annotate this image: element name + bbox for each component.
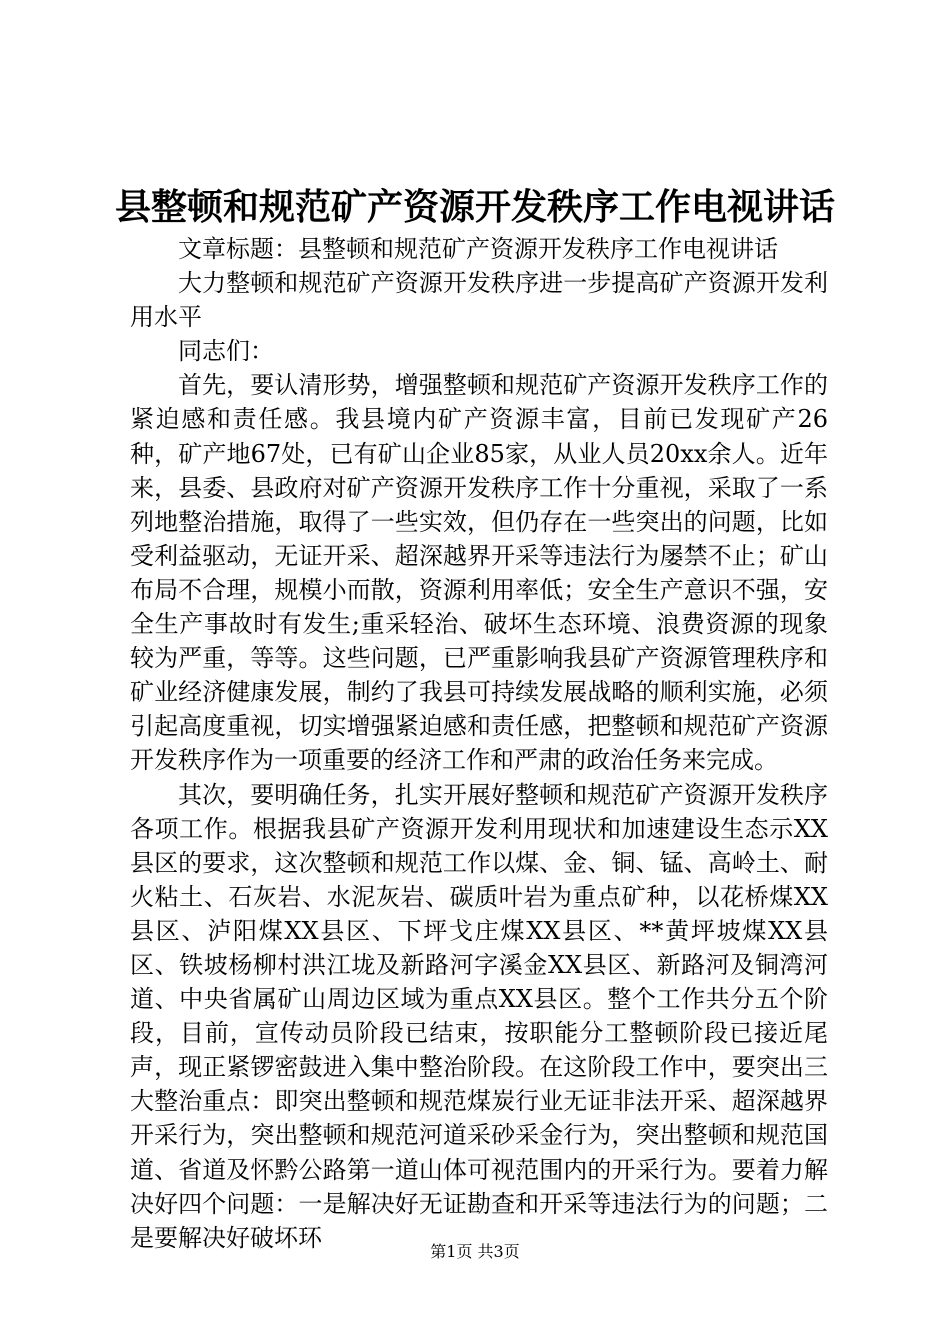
article-title-line: 文章标题：县整顿和规范矿产资源开发秩序工作电视讲话 <box>178 235 778 263</box>
body-paragraph: 首先，要认清形势，增强整顿和规范矿产资源开发秩序工作的紧迫感和责任感。我县境内矿产资源丰富，目前已发现矿产26种，矿产地67处，已有矿山企业85家，从业人员20xx余人。近年来，县委、县政府对矿产资源开发秩序工作十分重视，采取了一系列地整治措施，取得了一些实效，但仍存在一些突出的问题，比如受利益驱动，无证开采、超深越界开采等违法行为屡禁不止；矿山布局不合理，规模小而散，资源利用率低；安全生产意识不强，安全生产事故时有发生;重采轻治、破坏生态环境、浪费资源的现象较为严重，等等。这些问题，已严重影响我县矿产资源管理秩序和矿业经济健康发展，制约了我县可持续发展战略的顺利实施，必须引起高度重视，切实增强紧迫感和责任感，把整顿和规范矿产资源开发秩序作为一项重要的经济工作和严肃的政治任务来完成。 <box>130 371 828 775</box>
document-title: 县整顿和规范矿产资源开发秩序工作电视讲话 <box>114 186 835 228</box>
subtitle-paragraph: 大力整顿和规范矿产资源开发秩序进一步提高矿产资源开发利用水平 <box>130 269 828 332</box>
salutation: 同志们： <box>178 337 274 366</box>
document-body <box>130 232 828 1255</box>
page-footer: 第1页 共3页 <box>430 1242 520 1261</box>
body-paragraph: 其次，要明确任务，扎实开展好整顿和规范矿产资源开发秩序各项工作。根据我县矿产资源开发利用现状和加速建设生态示XX县区的要求，这次整顿和规范工作以煤、金、铜、锰、高岭土、耐火粘土、石灰岩、水泥灰岩、碳质叶岩为重点矿种，以花桥煤XX县区、泸阳煤XX县区、下坪戈庄煤XX县区、**黄坪坡煤XX县区、铁坡杨柳村洪江垅及新路河字溪金XX县区、新路河及铜湾河道、中央省属矿山周边区域为重点XX县区。整个工作共分五个阶段，目前，宣传动员阶段已结束，按职能分工整顿阶段已接近尾声，现正紧锣密鼓进入集中整治阶段。在这阶段工作中，要突出三大整治重点：即突出整顿和规范煤炭行业无证非法开采、超深越界开采行为，突出整顿和规范河道采砂采金行为，突出整顿和规范国道、省道及怀黔公路第一道山体可视范围内的开采行为。要着力解决好四个问题：一是解决好无证勘查和开采等违法行为的问题；二是要解决好破坏环 <box>130 780 828 1252</box>
